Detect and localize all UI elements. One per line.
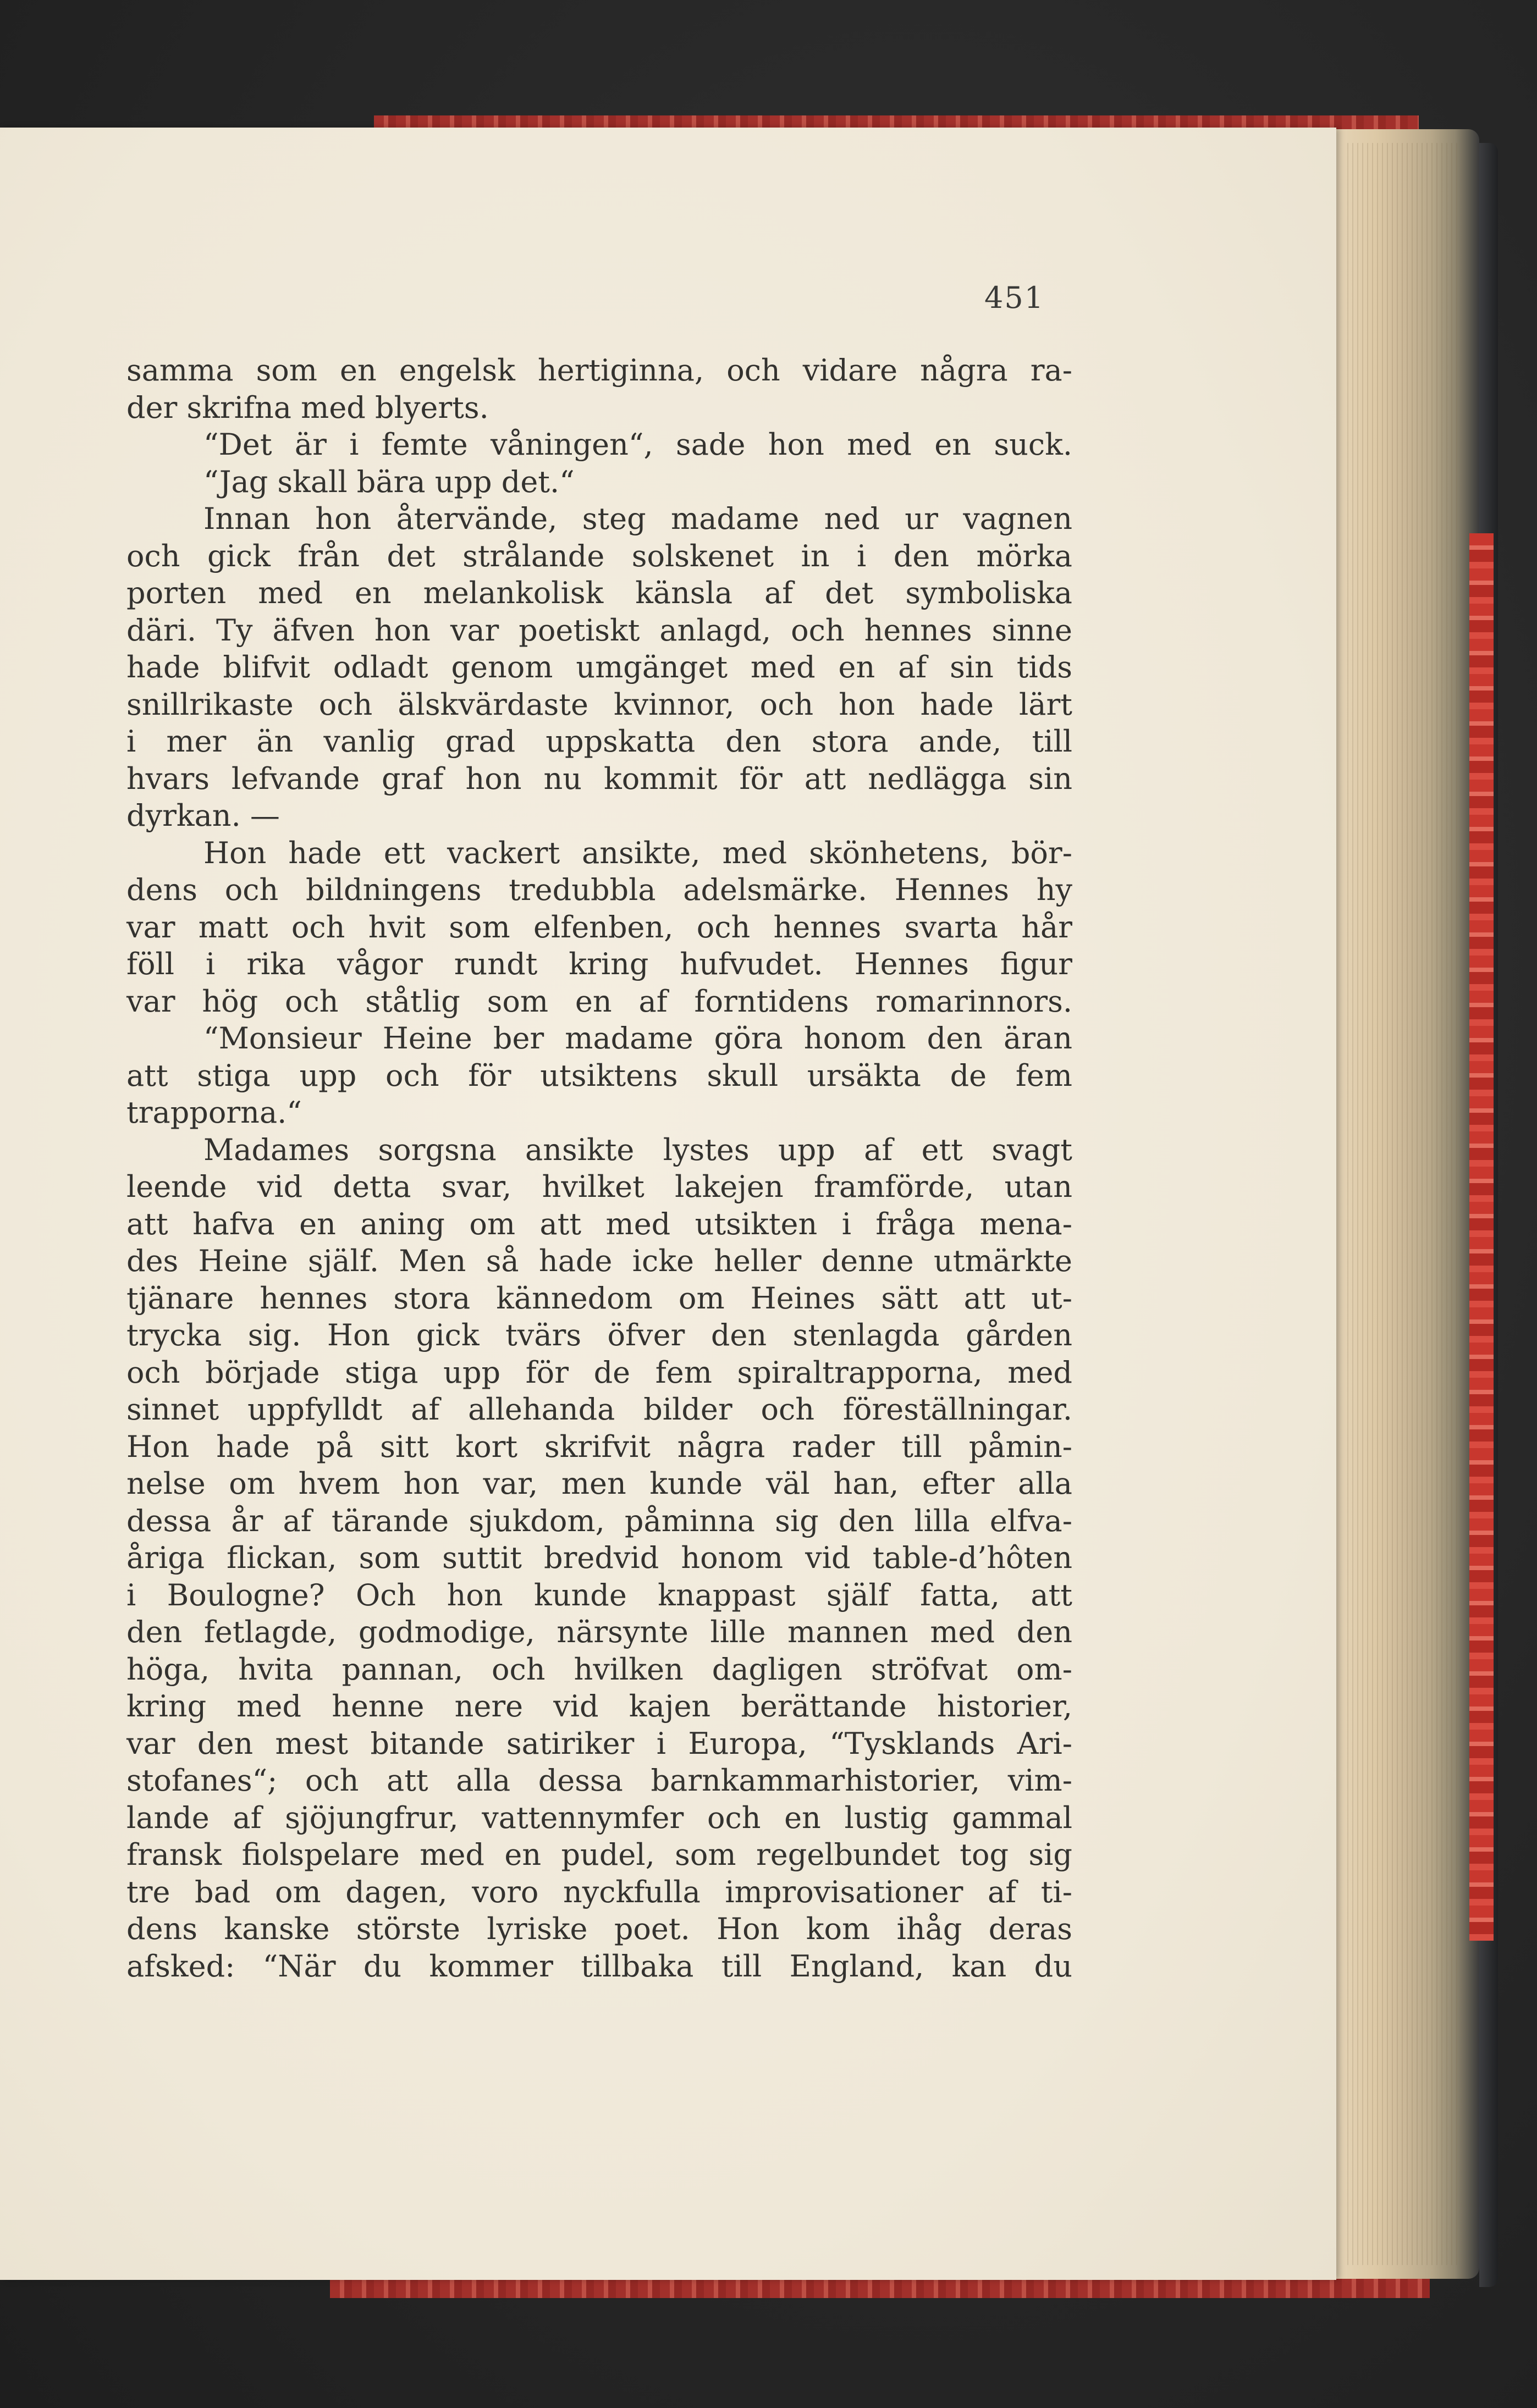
text-line: trapporna.“ [126,1095,302,1130]
text-line: åriga flickan, som suttit bredvid honom vid table-d’hôten [126,1540,1072,1575]
text-line: tre bad om dagen, voro nyckfulla improvisationer af ti- [126,1874,1072,1909]
text-line: i Boulogne? Och hon kunde knappast själf fatta, att [126,1577,1072,1612]
text-line: dens kanske störste lyriske poet. Hon kom ihåg deras [126,1912,1072,1946]
page-number: 451 [984,280,1045,315]
text-line: i mer än vanlig grad uppskatta den stora ande, till [126,724,1072,759]
text-line: hvars lefvande graf hon nu kommit för att nedlägga sin [126,761,1072,796]
text-line: den fetlagde, godmodige, närsynte lille mannen med den [126,1615,1072,1649]
text-line: snillrikaste och älskvärdaste kvinnor, och hon hade lärt [126,687,1072,722]
text-line: des Heine själf. Men så hade icke heller denne utmärkte [126,1244,1072,1278]
text-line: dyrkan. — [126,798,280,833]
body-text [126,352,1072,1985]
text-line: nelse om hvem hon var, men kunde väl han, efter alla [126,1466,1072,1501]
page-edge-lines [1347,143,1457,2265]
text-line: sinnet uppfylldt af allehanda bilder och föreställningar. [126,1392,1072,1427]
red-spine-edge [1469,533,1494,1941]
text-line: trycka sig. Hon gick tvärs öfver den stenlagda gården [126,1318,1072,1352]
text-line: dessa år af tärande sjukdom, påminna sig den lilla elfva- [126,1503,1072,1538]
text-line: Hon hade ett vackert ansikte, med skönhetens, bör- [203,835,1072,870]
text-line: var matt och hvit som elfenben, och hennes svarta hår [126,909,1072,945]
text-line: att stiga upp och för utsiktens skull ursäkta de fem [126,1058,1072,1093]
text-line: var hög och ståtlig som en af forntidens romarinnors. [126,984,1072,1019]
text-line: Madames sorgsna ansikte lystes upp af ett svagt [203,1132,1072,1167]
text-line: och började stiga upp för de fem spiraltrapporna, med [126,1355,1072,1390]
text-line: “Det är i femte våningen“, sade hon med en suck. [203,427,1072,462]
text-line: stofanes“; och att alla dessa barnkammarhistorier, vim- [126,1763,1072,1798]
text-line: höga, hvita pannan, och hvilken dagligen ströfvat om- [126,1652,1072,1687]
text-line: hade blifvit odladt genom umgänget med en af sin tids [126,650,1072,684]
text-line: kring med henne nere vid kajen berättande historier, [126,1689,1072,1724]
text-line: var den mest bitande satiriker i Europa, “Tysklands Ari- [126,1726,1072,1761]
text-line: porten med en melankolisk känsla af det symboliska [126,576,1072,610]
text-line: däri. Ty äfven hon var poetiskt anlagd, och hennes sinne [126,612,1072,648]
text-line: “Monsieur Heine ber madame göra honom den äran [203,1021,1072,1056]
text-line: tjänare hennes stora kännedom om Heines sätt att ut- [126,1280,1072,1316]
text-line: och gick från det strålande solskenet in i den mörka [126,538,1072,573]
text-line: afsked: “När du kommer tillbaka till England, kan du [126,1948,1072,1984]
text-line: der skrifna med blyerts. [126,390,489,425]
text-line: Hon hade på sitt kort skrifvit några rader till påmin- [126,1429,1072,1464]
text-line: föll i rika vågor rundt kring hufvudet. Hennes figur [126,947,1072,981]
text-line: samma som en engelsk hertiginna, och vidare några ra- [126,353,1072,388]
text-line: lande af sjöjungfrur, vattennymfer och en lustig gammal [126,1800,1072,1835]
text-line: “Jag skall bära upp det.“ [203,464,575,499]
text-line: att hafva en aning om att med utsikten i fråga mena- [126,1206,1072,1241]
text-line: fransk fiolspelare med en pudel, som regelbundet tog sig [126,1837,1072,1872]
text-line: Innan hon återvände, steg madame ned ur vagnen [203,501,1072,536]
text-line: dens och bildningens tredubbla adelsmärke. Hennes hy [126,872,1072,907]
text-line: leende vid detta svar, hvilket lakejen framförde, utan [126,1169,1072,1204]
